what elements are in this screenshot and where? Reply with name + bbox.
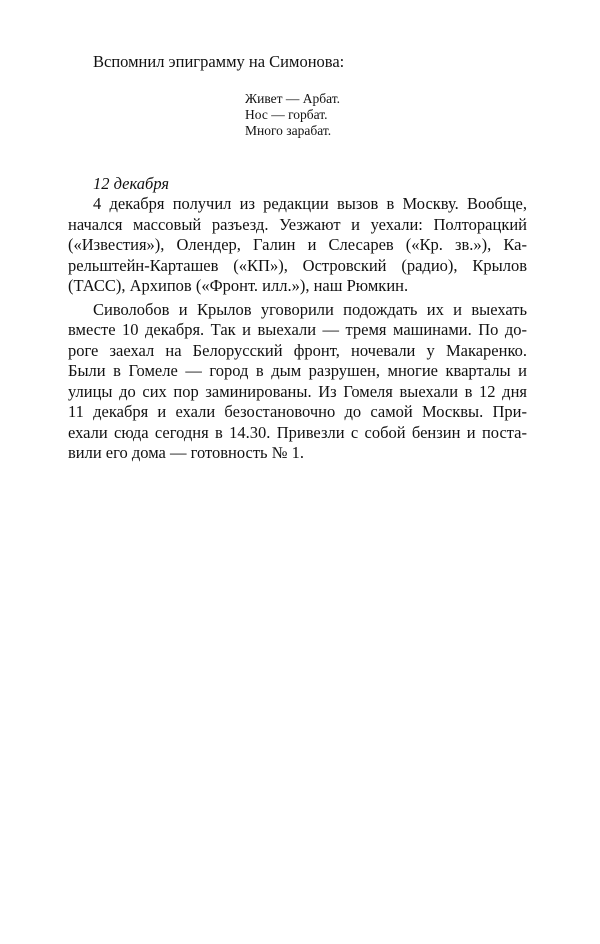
text-line: Были в Гомеле — город в дым разрушен, многие кварталы и xyxy=(68,361,527,380)
epigram xyxy=(245,91,340,139)
text-line: Сиволобов и Крылов уговорили подождать их и выехать xyxy=(93,299,527,319)
text-line: улицы до сих пор заминированы. Из Гомеля выехали в 12 дня xyxy=(68,381,527,401)
entry-body xyxy=(68,194,527,467)
epigram-line: Много зарабат. xyxy=(245,123,332,138)
text-line: 4 декабря получил из редакции вызов в Москву. Вообще, xyxy=(93,194,527,213)
text-line: вместе 10 декабря. Так и выехали — тремя машинами. По до- xyxy=(68,320,527,339)
text-line: (ТАСС), Архипов («Фронт. илл.»), наш Рюмкин. xyxy=(68,276,409,295)
paragraph xyxy=(68,194,527,297)
text-line: ехали сюда сегодня в 14.30. Привезли с собой бензин и поста- xyxy=(68,422,527,442)
intro-line: Вспомнил эпиграмму на Симонова: xyxy=(93,52,345,71)
paragraph xyxy=(68,300,527,464)
text-line: вили его дома — готовность № 1. xyxy=(68,443,304,462)
text-line: роге заехал на Белорусский фронт, ночевали у Макаренко. xyxy=(68,340,527,360)
text-line: («Известия»), Олендер, Галин и Слесарев («Кр. зв.»), Ка- xyxy=(68,235,527,254)
text-line: начался массовый разъезд. Уезжают и уехали: Полторацкий xyxy=(68,214,527,234)
epigram-line: Живет — Арбат. xyxy=(245,91,341,106)
text-line: рельштейн-Карташев («КП»), Островский (радио), Крылов xyxy=(68,255,527,275)
entry-date: 12 декабря xyxy=(93,174,170,193)
epigram-line: Нос — горбат. xyxy=(245,107,328,122)
text-line: 11 декабря и ехали безостановочно до самой Москвы. При- xyxy=(68,402,527,421)
